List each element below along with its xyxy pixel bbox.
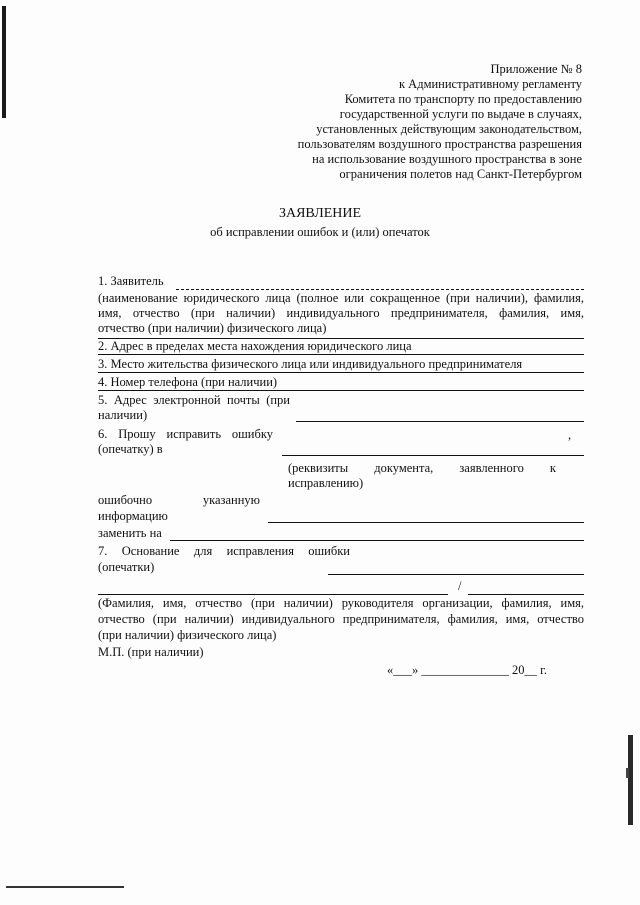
- signature-name-field[interactable]: [98, 594, 448, 595]
- date-year-prefix: 20: [512, 663, 525, 677]
- annex-line: ограничения полетов над Санкт-Петербургом: [339, 167, 582, 181]
- replace-with-label: заменить на: [98, 526, 162, 540]
- scan-artifact-right-bar: [628, 735, 633, 825]
- requisites-hint-line: (реквизиты документа, заявленного к: [288, 461, 556, 475]
- wrong-info-label-line: информацию: [98, 509, 168, 523]
- applicant-field[interactable]: [176, 289, 584, 290]
- wrong-info-field[interactable]: [268, 522, 584, 523]
- annex-header: [298, 62, 582, 182]
- scan-artifact-bottom-line: [6, 886, 124, 888]
- annex-line: государственной услуги по выдаче в случаях,: [339, 107, 582, 121]
- stamp-label: М.П. (при наличии): [98, 645, 204, 659]
- address-legal-label: 2. Адрес в пределах места нахождения юридического лица: [98, 339, 412, 353]
- date-month-field[interactable]: ______________: [421, 663, 509, 677]
- correct-label-line: (опечатку) в: [98, 442, 163, 456]
- phone-field[interactable]: [98, 390, 584, 391]
- document-title: ЗАЯВЛЕНИЕ: [278, 206, 362, 221]
- wrong-info-label-line: ошибочно указанную: [98, 493, 260, 507]
- date-year-field[interactable]: __: [524, 663, 537, 677]
- requisites-hint-line: исправлению): [288, 476, 364, 490]
- date-year-suffix: г.: [540, 663, 547, 677]
- annex-line: пользователям воздушного пространства разрешения: [297, 137, 582, 151]
- scan-artifact-left-bar: [2, 6, 6, 118]
- date-open-quote: «: [387, 663, 394, 677]
- address-legal-field[interactable]: [98, 354, 584, 355]
- email-field[interactable]: [296, 421, 584, 422]
- signature-hint-line: (при наличии) физического лица): [98, 628, 277, 642]
- basis-label-line: 7. Основание для исправления ошибки: [98, 544, 350, 558]
- correct-label-line: 6. Прошу исправить ошибку: [98, 427, 273, 441]
- annex-line: установленных действующим законодательством,: [316, 122, 582, 136]
- document-subtitle: об исправлении ошибок и (или) опечаток: [210, 225, 430, 239]
- applicant-hint-line: имя, отчество (при наличии) индивидуального предпринимателя, фамилия, имя,: [98, 306, 584, 320]
- slash-separator: /: [458, 579, 462, 593]
- annex-line: на использование воздушного пространства в зоне: [312, 152, 582, 166]
- applicant-label: 1. Заявитель: [98, 274, 164, 288]
- signature-hint-line: отчество (при наличии) индивидуального предпринимателя, фамилия, имя, отчество: [98, 612, 584, 626]
- applicant-hint-line: (наименование юридического лица (полное или сокращенное (при наличии), фамилия,: [98, 291, 584, 305]
- date-close-quote: »: [412, 663, 419, 677]
- phone-label: 4. Номер телефона (при наличии): [98, 375, 278, 389]
- signature-hint-line: (Фамилия, имя, отчество (при наличии) руководителя организации, фамилия, имя,: [98, 596, 584, 610]
- document-requisites-field[interactable]: [282, 455, 584, 456]
- annex-line: Приложение № 8: [490, 62, 582, 76]
- signature-field[interactable]: [468, 594, 584, 595]
- annex-line: Комитета по транспорту по предоставлению: [344, 92, 582, 106]
- scan-artifact-right-mark: [626, 768, 629, 778]
- address-residence-label: 3. Место жительства физического лица или индивидуального предпринимателя: [98, 357, 523, 371]
- document-title-block: [0, 206, 640, 240]
- applicant-hint-line: отчество (при наличии) физического лица): [98, 321, 327, 335]
- replace-with-field[interactable]: [170, 540, 584, 541]
- basis-field[interactable]: [328, 574, 584, 575]
- comma-mark: ,: [568, 428, 572, 442]
- annex-line: к Административному регламенту: [398, 77, 582, 91]
- address-residence-field[interactable]: [98, 372, 584, 373]
- date-day-field[interactable]: ___: [393, 663, 412, 677]
- basis-label-line: (опечатки): [98, 560, 155, 574]
- email-label-line: наличии): [98, 408, 148, 422]
- date-line: [387, 663, 547, 678]
- email-label-line: 5. Адрес электронной почты (при: [98, 393, 290, 407]
